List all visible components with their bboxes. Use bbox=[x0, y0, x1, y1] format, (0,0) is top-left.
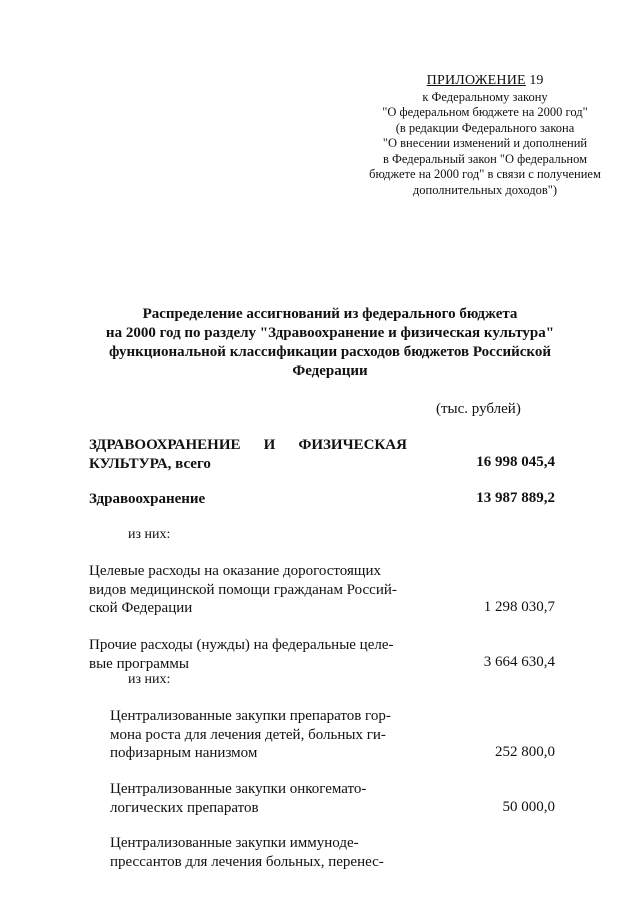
row-label-line: логических препаратов bbox=[110, 799, 259, 816]
row-label-line: видов медицинской помощи гражданам Россий- bbox=[89, 581, 397, 598]
row-label-line: Централизованные закупки онкогемато- bbox=[110, 781, 367, 797]
row-label-line: пофизарным нанизмом bbox=[110, 745, 258, 761]
row-label-line: Прочие расходы (нужды) на федеральные целе- bbox=[89, 637, 394, 653]
appendix-line: бюджете на 2000 год" в связи с получением bbox=[369, 167, 601, 181]
row-label-line: Целевые расходы на оказание дорогостоящих bbox=[89, 563, 381, 579]
row-label-line: Централизованные закупки иммуноде- bbox=[110, 835, 359, 851]
appendix-line: к Федеральному закону bbox=[422, 89, 548, 104]
note-of-which: из них: bbox=[128, 672, 171, 687]
row-value-other-expenses: 3 664 630,4 bbox=[483, 654, 555, 670]
appendix-title: ПРИЛОЖЕНИЕ bbox=[426, 73, 526, 88]
document-title-line: на 2000 год по разделу "Здравоохранение и физическая культура" bbox=[105, 325, 555, 341]
appendix-title-line bbox=[360, 73, 610, 89]
row-label-other-expenses bbox=[89, 636, 407, 673]
row-value-total: 16 998 045,4 bbox=[476, 454, 555, 470]
row-value-health: 13 987 889,2 bbox=[476, 490, 555, 506]
appendix-header bbox=[360, 73, 610, 198]
row-label-total bbox=[89, 436, 407, 473]
row-label-line: КУЛЬТУРА, всего bbox=[89, 455, 211, 472]
document-title bbox=[80, 305, 580, 381]
document-title-line: Федерации bbox=[292, 363, 368, 379]
row-label-oncohematology bbox=[110, 780, 407, 817]
row-label-word: ФИЗИЧЕСКАЯ bbox=[298, 437, 407, 453]
row-value-oncohematology: 50 000,0 bbox=[502, 799, 555, 815]
note-of-which: из них: bbox=[128, 527, 171, 542]
row-label-word: И bbox=[263, 437, 276, 453]
row-label-line: вые программы bbox=[89, 655, 189, 672]
row-label-targeted-expenses bbox=[89, 562, 407, 618]
appendix-line: дополнительных доходов") bbox=[412, 182, 558, 197]
row-label-line: ской Федерации bbox=[89, 600, 193, 616]
row-label-line: Централизованные закупки препаратов гор- bbox=[110, 708, 391, 724]
row-value-targeted-expenses: 1 298 030,7 bbox=[483, 599, 555, 615]
row-label-health bbox=[89, 490, 407, 509]
appendix-line: "О внесении изменений и дополнений bbox=[382, 136, 588, 150]
row-label-word: ЗДРАВООХРАНЕНИЕ bbox=[89, 437, 241, 453]
appendix-line: (в редакции Федерального закона bbox=[395, 120, 575, 135]
units-label: (тыс. рублей) bbox=[436, 401, 521, 417]
document-title-line: функциональной классификации расходов бюджетов Российской bbox=[108, 344, 552, 360]
row-label-growth-hormone bbox=[110, 707, 407, 763]
appendix-line: "О федеральном бюджете на 2000 год" bbox=[382, 105, 588, 119]
row-value-growth-hormone: 252 800,0 bbox=[495, 744, 555, 760]
row-label-line: Здравоохранение bbox=[89, 491, 206, 507]
document-title-line: Распределение ассигнований из федерального бюджета bbox=[142, 306, 518, 322]
appendix-number: 19 bbox=[529, 73, 544, 88]
row-label-line: мона роста для лечения детей, больных ги- bbox=[110, 726, 386, 743]
row-label-line bbox=[89, 436, 407, 455]
row-label-line: прессантов для лечения больных, перенес- bbox=[110, 853, 384, 870]
appendix-line: в Федеральный закон "О федеральном bbox=[382, 151, 588, 166]
row-label-immunosuppressants bbox=[110, 834, 407, 871]
